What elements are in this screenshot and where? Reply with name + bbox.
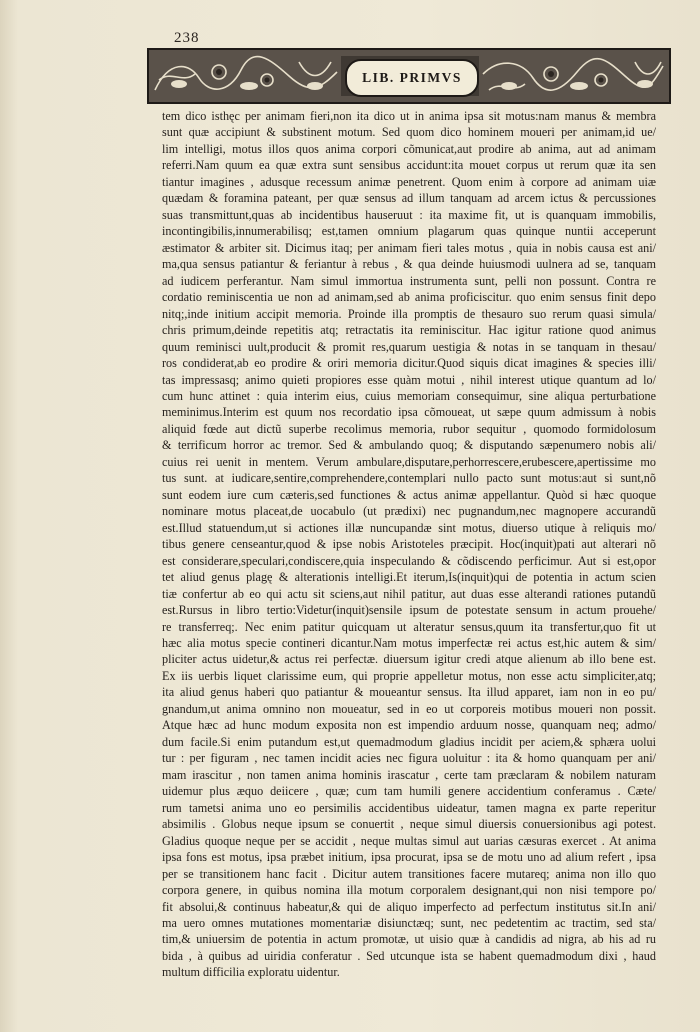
text-line: tet aliud genus plagę & alterationis intelligi.Et iterum,Is(inquit)qui de potentia in actum scien	[162, 570, 656, 585]
text-line: hæc alia motus specie contineri dicantur.Nam motus imperfectæ rei actus est,hic autem & sim/	[162, 636, 656, 650]
text-line: Ex iis uerbis liquet clarissime eum, qui proprie appelletur motus, non esse actu simpliciter,atq;	[162, 668, 656, 683]
text-line: re transferreq;. Nec enim patitur quicquam ut alteratur sensus,quum ita transfertur,quo fit ut	[162, 619, 656, 634]
text-line: ma uero omnes mutationes momentariæ disiunctæq; sunt, nec pedetentim ac tractim, sed sta/	[162, 915, 656, 930]
text-line: cordatio reminiscentia ue non ad animam,sed ab anima proficiscitur. quo enim sensus finit depo	[162, 290, 656, 305]
text-line: tur : per figuram , nec tamen incidit acies nec figura uoluitur : ita & homo quanquam per ani/	[162, 751, 656, 766]
text-line: corpora genere, in quibus nomina illa motum corporalem designant,qui non nisi tempore po/	[162, 883, 656, 898]
text-line: sunt quæ accipiunt & substinent motum. Sed quom dico hominem moueri per animam,id ue/	[162, 125, 656, 140]
text-line: uidemur plus æquo deiicere , quæ; cum tam humili genere accidentium conferamus . Cæte/	[162, 784, 656, 799]
text-line: tiantur imagines , adusque recessum animæ penetrent. Quom enim à corpore ad animam uiæ	[162, 174, 656, 189]
text-line: dum facile.Si enim putandum est,ut quemadmodum gladius incidit per aciem,& sphæra uolui	[162, 734, 656, 749]
text-line: aliquid fœde aut dictũ superbe recolimus memoria, rubor sequitur , quomodo formidolosum	[162, 421, 656, 436]
text-line: ros condiderat,ab eo prodire & oriri memoria dicitur.Quod siquis dicat imagines & species illi/	[162, 356, 656, 371]
text-line: tibus genere censeantur,quod & ipse nobis Aristoteles præcipit. Hoc(inquit)pati aut alterari nõ	[162, 537, 656, 552]
text-line: quædam & foramina pateant, per quæ sensus ad illum tanquam ad arcem ictus & percussiones	[162, 191, 656, 206]
text-line: incontingibilis,innumerabilisq; est,tamen omnium plagarum quas quinque nuntii acceperunt	[162, 224, 656, 239]
text-line: Gladius quoque neque per se accidit , neque multas simul aut uarias cæsuras exercet . At anima	[162, 833, 656, 848]
text-line: Atque hæc ad hunc modum exposita non est impendio arduum nosse, quanquam neq; admo/	[162, 718, 656, 733]
text-line: & terrificum horror ac tremor. Sed & ambulando quoq; & disputando sæpenumero nobis ali/	[162, 438, 656, 453]
text-line: tem dico isthęc per animam fieri,non ita dico ut in anima ipsa sit motus:nam manus & membra	[162, 109, 656, 123]
text-line: sunt eodem iure cum cæteris,sed functiones & actus animæ appellantur. Quòd si hæc quoque	[162, 487, 656, 502]
text-line: æstimator & arbiter sit. Dicimus itaq; per animam fieri tales motus , quia in nobis causa est ani/	[162, 240, 656, 255]
headpiece-banner	[147, 48, 671, 104]
text-line: nominare motus placeat,de uocabulo (ut prædixi) nec pugnandum,nec magnopere accurandũ	[162, 504, 656, 519]
text-line: quum reminisci uult,producit & promit res,quarum uestigia & notas in se tanquam in thesau/	[162, 339, 656, 354]
text-line: absimilis . Globus neque ipsum se conuertit , neque simul diuersis conuersionibus agi potest.	[162, 817, 656, 832]
header-title: LIB. PRIMVS	[345, 59, 479, 97]
text-line: pliciter actus uidetur,& actus rei perfectæ. diuersum igitur credi atque alienum ab illo bene est.	[162, 652, 656, 667]
text-line: rum tametsi anima uno eo persimilis accidentibus uideatur, tamen magna ex parte reperitur	[162, 800, 656, 815]
text-line: ita aliud genus haberi quo patiantur & moueantur sensus. Ita illud apparet, iam non in eo pu/	[162, 685, 656, 700]
page-number: 238	[174, 30, 200, 46]
text-line: chris primum,deinde repetitis atq; retractatis ita reminiscitur. Hac igitur ratione quod animus	[162, 323, 656, 338]
text-line: multum difficilia exploratu uidentur.	[162, 965, 340, 980]
text-line: nitq;,inde initium accipit memoria. Proinde illa promptis de thesauro suo rerum quasi simula/	[162, 306, 656, 321]
text-line: ad iudicem perferantur. Nam simul immortua instrumenta sunt, pelli non possunt. Contra re	[162, 273, 656, 288]
text-line: est.Rursus in libro tertio:Videtur(inquit)sensile ipsum de potestate sensum in actum prouehe/	[162, 603, 656, 618]
text-line: mam irascitur , non tamen anima hominis irascatur , certe tam præclaram & nobilem naturam	[162, 767, 656, 782]
text-line: lim intelligi, motus illos quos anima corpori cõmunicat,aut prodire ab anima, aut ad animam	[162, 141, 656, 156]
text-line: suas transmittunt,quas ab incidentibus hauseruut : ita maxime fit, ut is quanquam immobilis,	[162, 207, 656, 222]
text-line: referri.Nam quum ea quæ extra sunt sensibus accidunt:ita mouet corpus ut rerum quæ ita sen	[162, 158, 656, 173]
text-line: est considerare,speculari,condiscere,quia inspeculando & cõdiscendo perficimur. Aut si est,opor	[162, 553, 656, 568]
text-line: ma,qua sensus patiantur & feriantur à rebus , & qua deinde huiusmodi uulnera ad se, tanquam	[162, 257, 656, 272]
text-line: per se transitionem hanc facit . Dicitur autem transitiones facere mutareq; anima non illo quo	[162, 866, 656, 881]
text-line: est.Illud statuendum,ut si actiones illæ nuncupandæ sint motus, diuerso utique à reliquis mo/	[162, 520, 656, 535]
text-line: bida , à quibus ad uiridia conferatur . Sed utcunque ista se habent quemadmodum dixi , haud	[162, 948, 656, 963]
text-line: tas impressasq; animo quieti propiores esse quàm motui , nihil interest utique quantum ad lo/	[162, 372, 656, 387]
text-line: meminimus.Interim est quum nos recordatio ipsa cõmoueat, ut sæpe quum admissum à nobis	[162, 405, 656, 420]
text-line: fit absolui,& continuus habeatur,& qui de aliquo imperfecto ad perfectum institutus sit.In ani/	[162, 899, 656, 914]
text-line: cuius rei uenit in mentem. Verum ambulare,disputare,perhorrescere,erubescere,apertissime mo	[162, 454, 656, 469]
text-line: cum hunc attinet : quia interim eius, cuius memoriam consequimur, sine aliqua perturbatione	[162, 388, 656, 403]
text-line: tim,& uniuersim de potentia in actum promotæ, ut uisio quæ à candidis ad nigra, ab his ad ru	[162, 932, 656, 947]
text-line: gnandum,ut anima omnino non moueatur, sed in eo ut corporeis motibus moueri non possit.	[162, 701, 656, 716]
text-line: tus sunt. at iudicare,sentire,comprehendere,contemplari nullo pacto sunt motus:aut si sunt,nõ	[162, 471, 656, 486]
body-text	[162, 108, 656, 981]
text-line: tiæ confertur ab eo qui actu sit sciens,aut nihil patitur, aut duas esse alterandi rationes putandũ	[162, 586, 656, 601]
text-line: ipsa fons est motus, ipsa præbet initium, ipsa procurat, ipsa se de motu uno ad alium refert , ipsa	[162, 850, 656, 865]
